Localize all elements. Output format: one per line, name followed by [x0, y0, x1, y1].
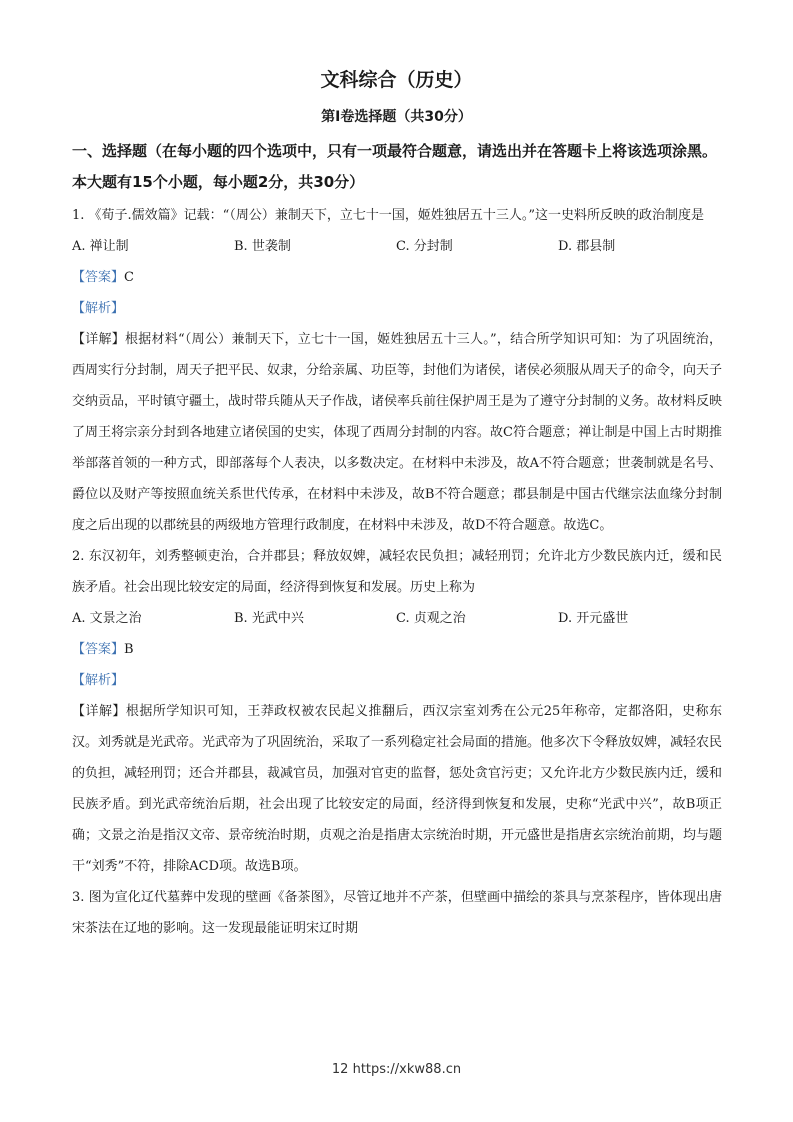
- option-a: A. 禅让制: [72, 239, 129, 254]
- answer-value: C: [124, 270, 134, 285]
- section-heading: 一、选择题（在每小题的四个选项中，只有一项最符合题意，请选出并在答题卡上将该选项涂黑。本大题有15个小题，每小题2分，共30分）: [72, 142, 718, 191]
- option-list: [72, 231, 722, 262]
- answer-line: [72, 634, 722, 665]
- question-stem: 1. 《荀子.儒效篇》记载：“（周公）兼制天下，立七十一国，姬姓独居五十三人。”这一史料所反映的政治制度是: [72, 208, 704, 223]
- detail-paragraph: [72, 696, 722, 882]
- detail-tag: 【详解】: [72, 704, 126, 719]
- analysis-line: [72, 665, 722, 696]
- page-title: 文科综合（历史）: [320, 69, 473, 91]
- option-d: D. 开元盛世: [558, 611, 629, 626]
- option-d: D. 郡县制: [558, 239, 616, 254]
- page-footer: 12 https://xkw88.cn: [331, 1062, 462, 1077]
- analysis-tag: 【解析】: [72, 301, 125, 316]
- option-b: B. 光武中兴: [234, 611, 304, 626]
- section-subtitle: 第Ⅰ卷选择题（共30分）: [321, 109, 472, 125]
- detail-text: 根据材料“（周公）兼制天下，立七十一国，姬姓独居五十三人。”，结合所学知识可知：为了巩固统治，西周实行分封制，周天子把平民、奴隶，分给亲属、功臣等，封他们为诸侯，诸侯必须服从周天子的命令，向天子交纳贡品，平时镇守疆土，战时带兵随从天子作战，诸侯率兵前往保护周王是为了遵守分封制的义务。故材料反映了周王将宗亲分封到各地建立诸侯国的史实，体现了西周分封制的内容。故C符合题意；禅让制是中国上古时期推举部落首领的一种方式，即部落每个人表决，以多数决定。在材料中未涉及，故A不符合题意；世袭制就是名号、爵位以及财产等按照血统关系世代传承，在材料中未涉及，故B不符合题意；郡县制是中国古代继宗法血缘分封制度之后出现的以郡统县的两级地方管理行政制度，在材料中未涉及，故D不符合题意。故选C。: [72, 332, 723, 533]
- answer-tag: 【答案】: [72, 270, 125, 285]
- option-list: [72, 603, 722, 634]
- option-a: A. 文景之治: [72, 611, 142, 626]
- answer-line: [72, 262, 722, 293]
- content-body: [72, 200, 722, 944]
- question-stem: 3. 图为宣化辽代墓葬中发现的壁画《备茶图》，尽管辽地并不产茶，但壁画中描绘的茶具与烹茶程序，皆体现出唐宋茶法在辽地的影响。这一发现最能证明宋辽时期: [72, 890, 722, 936]
- analysis-line: [72, 293, 722, 324]
- answer-tag: 【答案】: [72, 642, 125, 657]
- option-c: C. 贞观之治: [396, 611, 466, 626]
- question-stem: 2. 东汉初年，刘秀整顿吏治，合并郡县；释放奴婢，减轻农民负担；减轻刑罚；允许北方少数民族内迁，缓和民族矛盾。社会出现比较安定的局面，经济得到恢复和发展。历史上称为: [72, 549, 722, 595]
- option-c: C. 分封制: [396, 239, 453, 254]
- analysis-tag: 【解析】: [72, 673, 125, 688]
- detail-tag: 【详解】: [72, 332, 126, 347]
- option-b: B. 世袭制: [234, 239, 291, 254]
- answer-value: B: [124, 642, 134, 657]
- detail-text: 根据所学知识可知，王莽政权被农民起义推翻后，西汉宗室刘秀在公元25年称帝，定都洛阳，史称东汉。刘秀就是光武帝。光武帝为了巩固统治，采取了一系列稳定社会局面的措施。他多次下令释放奴婢，减轻农民的负担，减轻刑罚；还合并郡县，裁减官员，加强对官吏的监督，惩处贪官污吏；又允许北方少数民族内迁，缓和民族矛盾。到光武帝统治后期，社会出现了比较安定的局面，经济得到恢复和发展，史称“光武中兴”，故B项正确；文景之治是指汉文帝、景帝统治时期，贞观之治是指唐太宗统治时期，开元盛世是指唐玄宗统治前期，均与题干“刘秀”不符，排除ACD项。故选B项。: [72, 704, 723, 874]
- detail-paragraph: [72, 324, 722, 541]
